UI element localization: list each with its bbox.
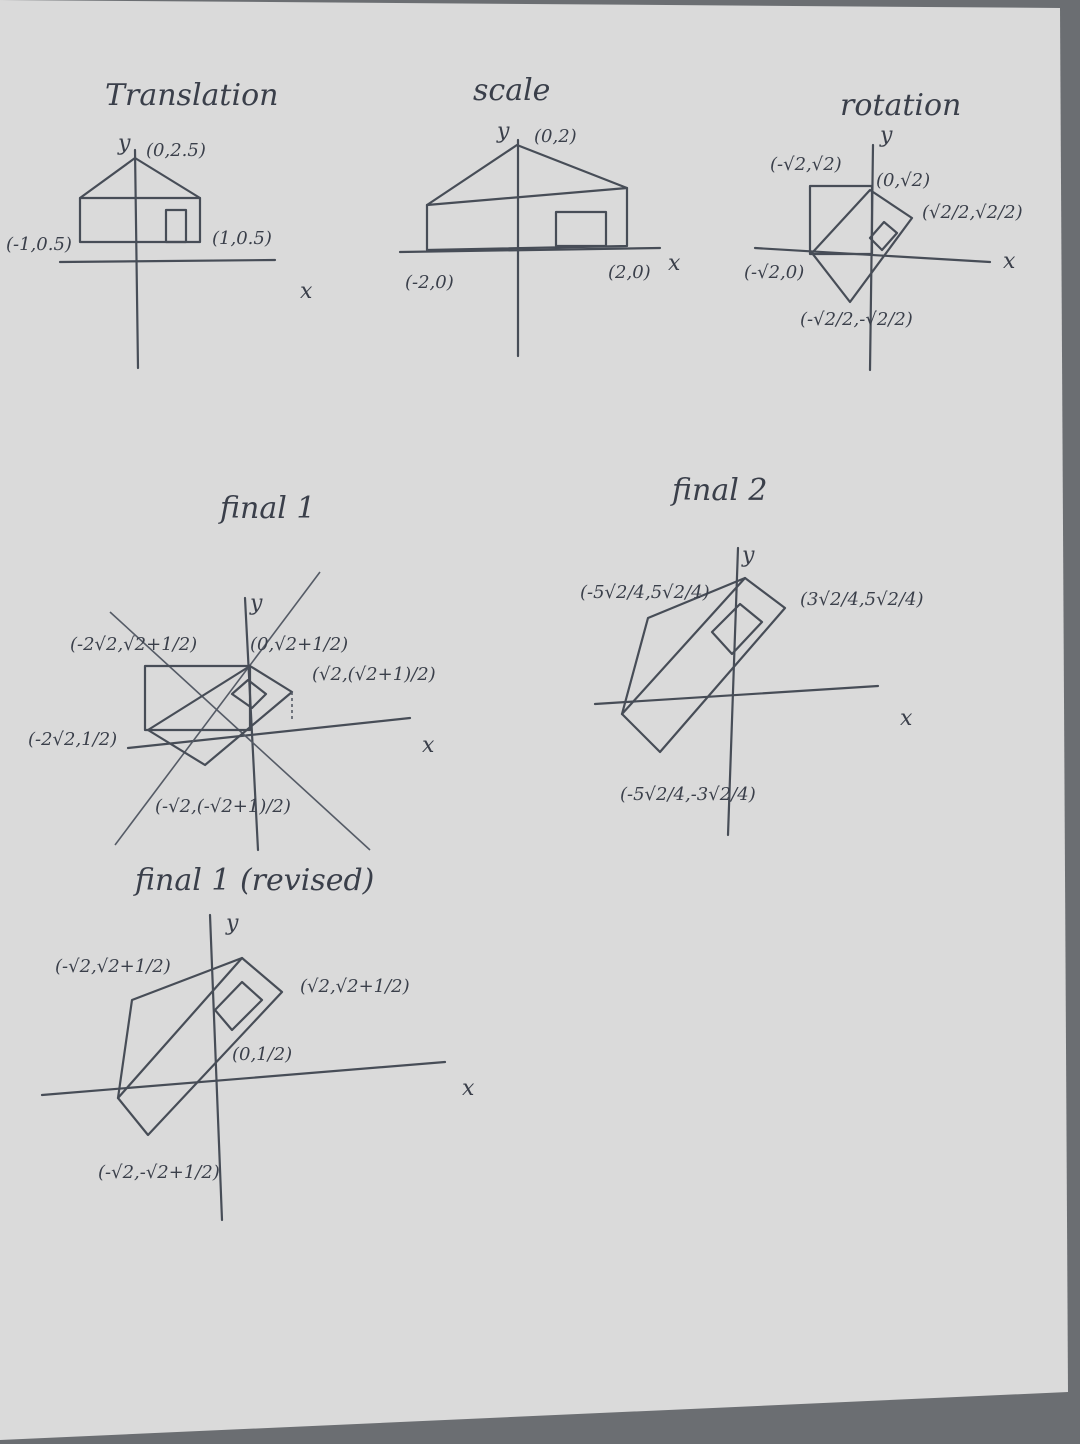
rotation-x-label: x	[1003, 249, 1016, 274]
final2-bottom-label: (-5√2/4,-3√2/4)	[620, 784, 756, 805]
final1-y-label: y	[250, 591, 263, 616]
rotation-title: rotation	[840, 88, 962, 123]
final1-revised-middle-label: (0,1/2)	[232, 1044, 293, 1065]
final1-title: final 1	[220, 491, 316, 526]
final1-revised-y-label: y	[226, 911, 239, 936]
translation-left-label: (-1,0.5)	[6, 234, 72, 255]
final2-top-left-label: (-5√2/4,5√2/4)	[580, 582, 710, 603]
rotation-apex-label: (0,√2)	[876, 170, 931, 191]
final1-revised-x-label: x	[462, 1076, 475, 1101]
rotation-right-label: (√2/2,√2/2)	[922, 202, 1023, 223]
rotation-top-left-label: (-√2,√2)	[770, 154, 842, 175]
translation-x-label: x	[300, 279, 313, 304]
final1-revised-top-right-label: (√2,√2+1/2)	[300, 976, 410, 997]
translation-y-label: y	[118, 131, 131, 156]
final1-right-label: (√2,(√2+1)/2)	[312, 664, 436, 685]
translation-apex-label: (0,2.5)	[146, 140, 206, 161]
final1-revised-top-left-label: (-√2,√2+1/2)	[55, 956, 171, 977]
final1-left-label: (-2√2,1/2)	[28, 729, 118, 750]
scale-title: scale	[473, 73, 551, 108]
rotation-left-label: (-√2,0)	[744, 262, 805, 283]
final1-revised-bottom-label: (-√2,-√2+1/2)	[98, 1162, 220, 1183]
scale-y-label: y	[497, 119, 510, 144]
final1-top-left-label: (-2√2,√2+1/2)	[70, 634, 198, 655]
final1-x-label: x	[422, 733, 435, 758]
final2-top-right-label: (3√2/4,5√2/4)	[800, 589, 924, 610]
final2-x-label: x	[900, 706, 913, 731]
translation-title: Translation	[105, 78, 279, 113]
final2-y-label: y	[742, 543, 755, 568]
scale-apex-label: (0,2)	[534, 126, 577, 147]
translation-right-label: (1,0.5)	[212, 228, 272, 249]
final2-title: final 2	[672, 473, 768, 508]
rotation-y-label: y	[880, 123, 893, 148]
final1-bottom-label: (-√2,(-√2+1)/2)	[155, 796, 291, 817]
final1-apex-label: (0,√2+1/2)	[250, 634, 349, 655]
scale-left-label: (-2,0)	[405, 272, 454, 293]
scale-x-label: x	[668, 251, 681, 276]
final1-revised-title: final 1 (revised)	[135, 863, 375, 898]
rotation-bottom-label: (-√2/2,-√2/2)	[800, 309, 913, 330]
scale-right-label: (2,0)	[608, 262, 651, 283]
